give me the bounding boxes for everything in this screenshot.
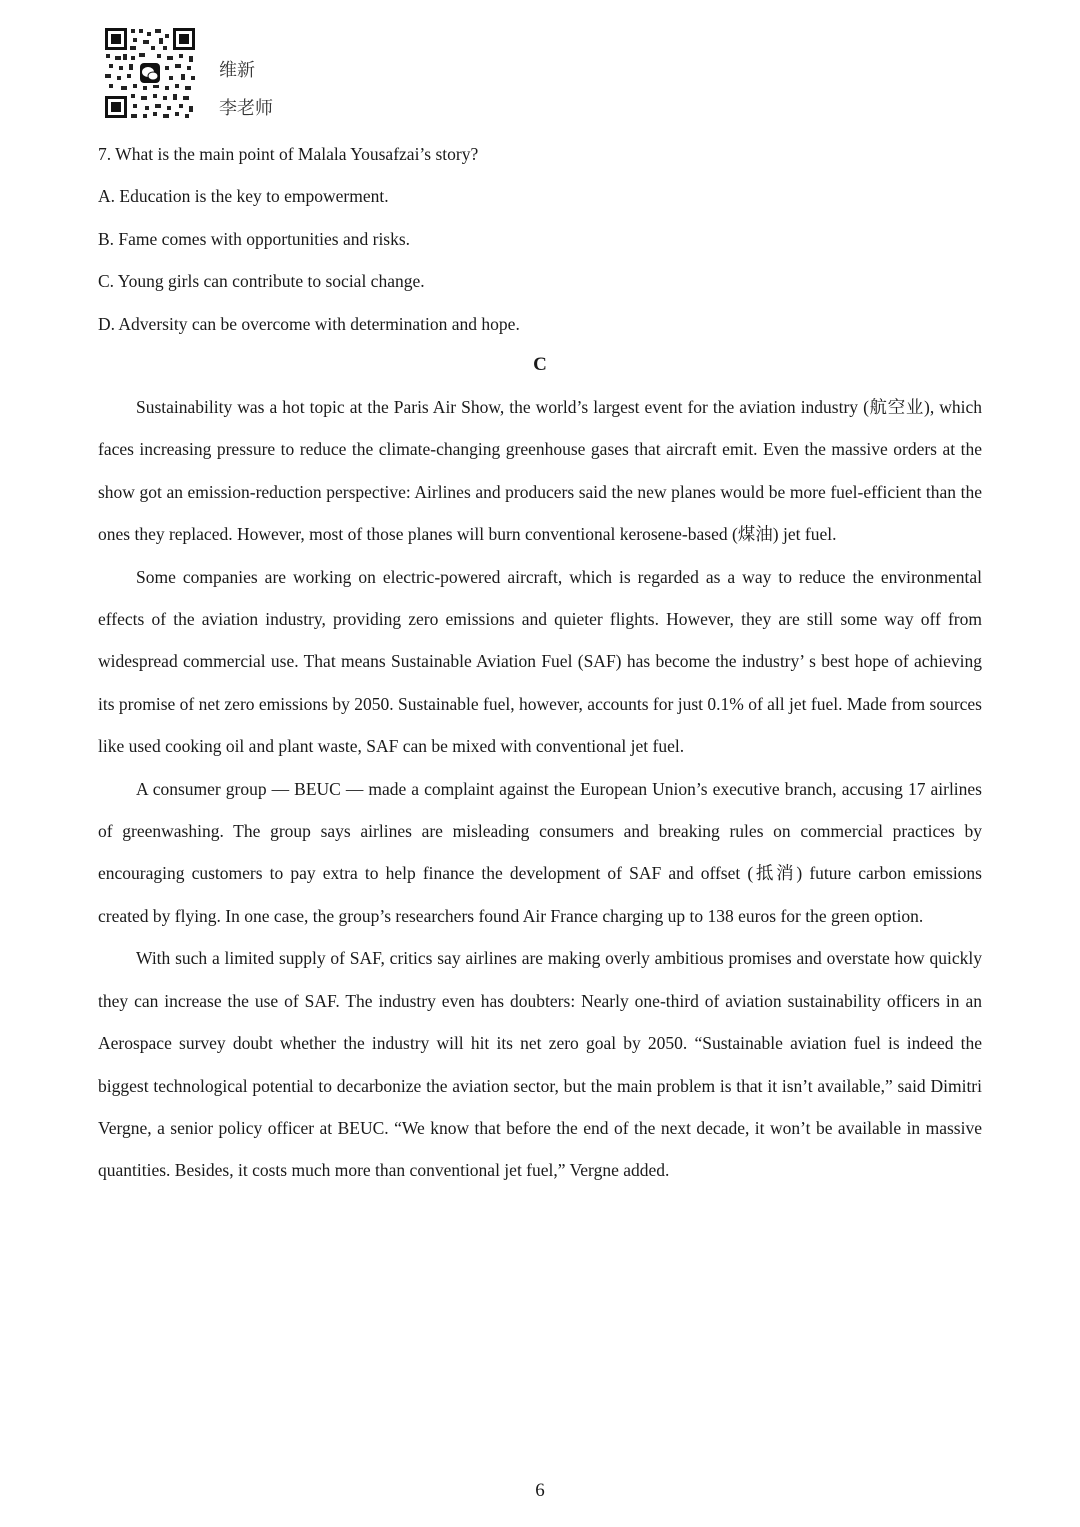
question-stem: 7. What is the main point of Malala Yousafzai’s story? bbox=[98, 144, 479, 164]
paragraph-3: A consumer group — BEUC — made a complaint against the European Union’s executive branch, accusing 17 airlines of greenwashing. The group says airlines are misleading consumers and breaking rules on commercial practices by encouraging customers to pay extra to help finance the development of SAF and offset (抵消) future carbon emissions created by flying. In one case, the group’s researchers found Air France charging up to 138 euros for the green option. bbox=[98, 778, 982, 926]
qr-code bbox=[103, 26, 197, 120]
page-number: 6 bbox=[535, 1480, 545, 1501]
paragraph-2: Some companies are working on electric-powered aircraft, which is regarded as a way to reduce the environmental effects of the aviation industry, providing zero emissions and quieter flights. However, they are still some way off from widespread commercial use. That means Sustainable Aviation Fuel (SAF) has become the industry’ s best hope of achieving its promise of net zero emissions by 2050. Sustainable fuel, however, accounts for just 0.1% of all jet fuel. Made from sources like used cooking oil and plant waste, SAF can be mixed with conventional jet fuel. bbox=[98, 566, 982, 757]
paragraph-4: With such a limited supply of SAF, critics say airlines are making overly ambitious promises and overstate how quickly they can increase the use of SAF. The industry even has doubters: Nearly one-third of aviation sustainability officers in an Aerospace survey doubt whether the industry will hit its net zero goal by 2050. “Sustainable aviation fuel is indeed the biggest technological potential to decarbonize the aviation sector, but the main problem is that it isn’t available,” said Dimitri Vergne, a senior policy officer at BEUC. “We know that before the end of the next decade, it won’t be available in massive quantities. Besides, it costs much more than conventional jet fuel,” Vergne added. bbox=[98, 948, 982, 1181]
option-a: A. Education is the key to empowerment. bbox=[98, 186, 389, 206]
paragraph-1: Sustainability was a hot topic at the Paris Air Show, the world’s largest event for the aviation industry (航空业), which faces increasing pressure to reduce the climate-changing greenhouse gases that aircraft emit. Even the massive orders at the show got an emission-reduction perspective: Airlines and producers said the new planes would be more fuel-efficient than the ones they replaced. However, most of those planes will burn conventional kerosene-based (煤油) jet fuel. bbox=[98, 397, 982, 545]
wechat-icon bbox=[138, 61, 162, 85]
passage bbox=[98, 386, 982, 1192]
option-c: C. Young girls can contribute to social change. bbox=[98, 271, 425, 291]
qr-caption-name: 维新 bbox=[219, 60, 255, 81]
option-b: B. Fame comes with opportunities and risks. bbox=[98, 229, 411, 249]
option-d: D. Adversity can be overcome with determination and hope. bbox=[98, 314, 520, 334]
section-heading: C bbox=[533, 354, 547, 375]
qr-code-icon bbox=[103, 26, 197, 120]
qr-caption-teacher: 李老师 bbox=[219, 98, 273, 119]
